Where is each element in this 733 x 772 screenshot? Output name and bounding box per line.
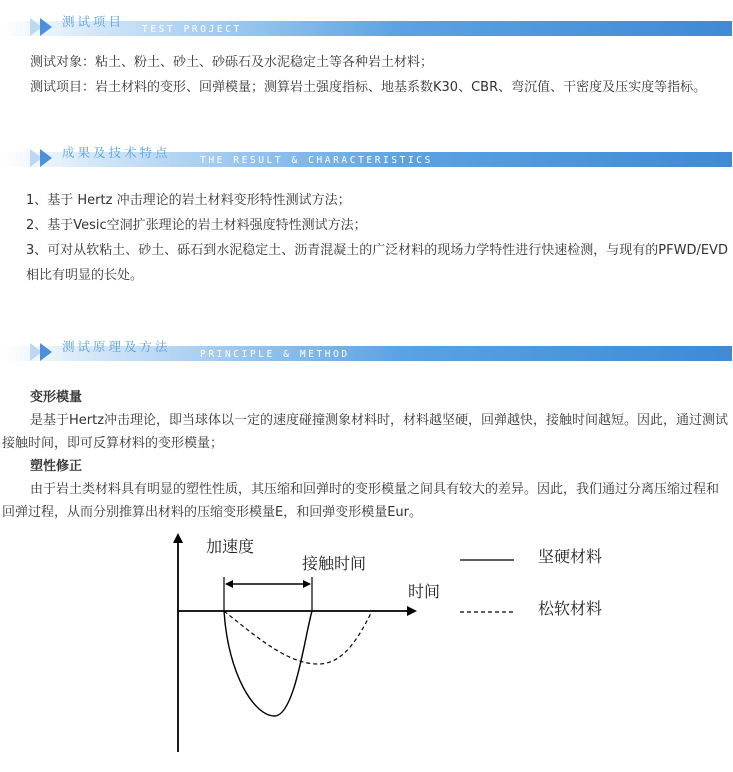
project-line-1: 测试对象：粘土、粉土、砂土、砂砾石及水泥稳定土等各种岩土材料； xyxy=(30,55,434,70)
acceleration-time-diagram xyxy=(0,525,733,772)
section-title-en: THE RESULT & CHARACTERISTICS xyxy=(200,155,433,166)
project-line-2: 测试项目：岩土材料的变形、回弹模量；测算岩土强度指标、地基系数K30、CBR、弯沉值、干密度及压实度等指标。 xyxy=(30,80,707,95)
principle-text xyxy=(2,386,730,524)
hard-material-curve xyxy=(224,611,312,716)
results-list xyxy=(2,188,730,288)
section-title-cn: 成果及技术特点 xyxy=(62,145,171,160)
section-title-en: TEST PROJECT xyxy=(142,24,242,35)
principle-heading-modulus: 变形模量 xyxy=(30,390,83,405)
section-title-en: PRINCIPLE & METHOD xyxy=(200,349,350,360)
principle-paragraph-plastic: 由于岩土类材料具有明显的塑性性质，其压缩和回弹时的变形模量之间具有较大的差异。因此，我们通过分离压缩过程和回弹过程，从而分别推算出材料的压缩变形模量E，和回弹变形模量Eur。 xyxy=(2,482,720,520)
section-banner-result xyxy=(2,139,732,167)
list-item: 1、基于 Hertz 冲击理论的岩土材料变形特性测试方法； xyxy=(26,193,351,208)
section-banner-principle xyxy=(2,333,732,361)
banner-arrow-icon xyxy=(40,18,52,36)
list-item: 3、可对从软粘土、砂土、砾石到水泥稳定土、沥青混凝土的广泛材料的现场力学特性进行快速检测，与现有的PFWD/EVD相比有明显的长处。 xyxy=(26,243,728,283)
banner-arrow-icon xyxy=(40,343,52,361)
section-title-cn: 测试原理及方法 xyxy=(62,339,171,354)
y-axis-label: 加速度 xyxy=(206,537,255,556)
list-item: 2、基于Vesic空洞扩张理论的岩土材料强度特性测试方法； xyxy=(26,218,367,233)
soft-material-curve xyxy=(224,611,372,664)
project-text xyxy=(2,50,730,100)
principle-heading-plastic: 塑性修正 xyxy=(30,459,83,474)
x-axis-label: 时间 xyxy=(408,582,441,601)
legend-hard-label: 坚硬材料 xyxy=(538,547,603,566)
principle-paragraph-modulus: 是基于Hertz冲击理论，即当球体以一定的速度碰撞测象材料时，材料越坚硬，回弹越快，接触时间越短。因此，通过测试接触时间，即可反算材料的变形模量； xyxy=(2,413,729,451)
section-title-cn: 测试项目 xyxy=(62,14,125,29)
contact-time-label: 接触时间 xyxy=(302,554,367,573)
legend-soft-label: 松软材料 xyxy=(538,599,603,618)
banner-arrow-icon xyxy=(40,149,52,167)
section-banner-test-project xyxy=(2,8,732,36)
